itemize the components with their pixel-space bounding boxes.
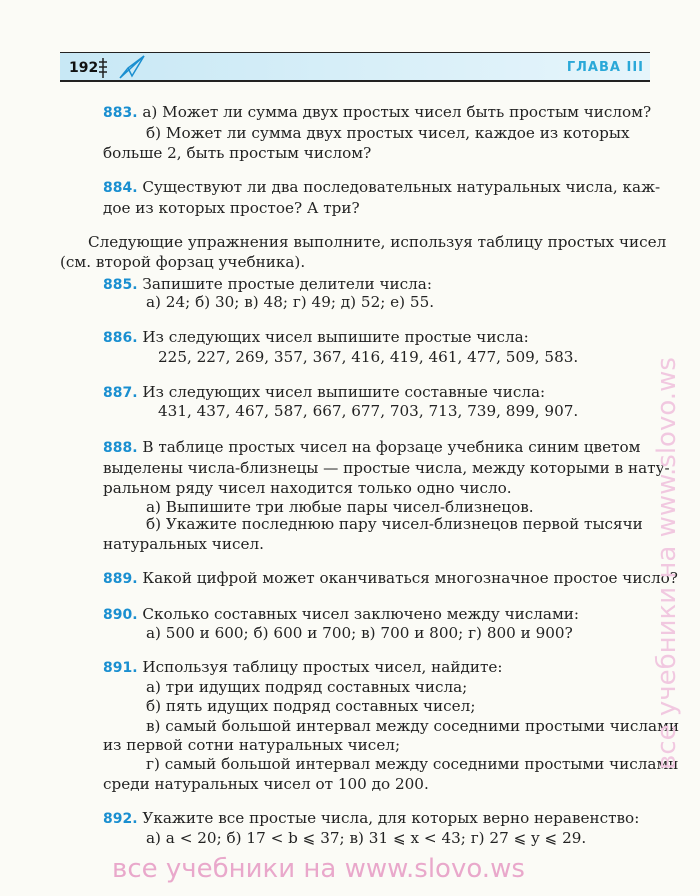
text-line bbox=[146, 123, 630, 143]
text-line bbox=[103, 458, 670, 478]
text-content: а) Может ли сумма двух простых чисел быть простым числом? bbox=[137, 103, 652, 121]
text-content: Какой цифрой может оканчиваться многозначное простое число? bbox=[137, 569, 678, 587]
text-content: выделены числа-близнецы — простые числа, между которыми в нату- bbox=[103, 459, 670, 477]
text-line bbox=[103, 657, 502, 678]
text-line bbox=[103, 102, 651, 123]
text-line bbox=[146, 292, 434, 312]
text-content: Из следующих чисел выпишите простые числа: bbox=[137, 328, 529, 346]
exercise-number: 884. bbox=[103, 180, 138, 196]
text-line bbox=[103, 143, 371, 163]
page-header bbox=[60, 52, 650, 82]
watermark-side: все учебники на www.slovo.ws bbox=[652, 357, 682, 770]
text-line bbox=[103, 382, 545, 403]
text-content: а) три идущих подряд составных числа; bbox=[146, 678, 468, 696]
text-content: а) 24; б) 30; в) 48; г) 49; д) 52; е) 55. bbox=[146, 293, 435, 311]
text-content: Следующие упражнения выполните, используя таблицу простых чисел bbox=[88, 233, 667, 251]
text-line bbox=[103, 327, 529, 348]
text-line bbox=[146, 754, 678, 774]
text-line bbox=[158, 401, 578, 421]
text-line bbox=[146, 696, 475, 716]
text-content: дое из которых простое? А три? bbox=[103, 199, 360, 217]
text-line bbox=[103, 177, 660, 198]
chapter-title: ГЛАВА III bbox=[566, 60, 644, 75]
text-content: г) самый большой интервал между соседними простыми числами bbox=[146, 755, 679, 773]
exercise-number: 885. bbox=[103, 277, 138, 293]
text-content: Запишите простые делители числа: bbox=[137, 275, 432, 293]
text-line bbox=[103, 604, 579, 625]
text-content: Укажите все простые числа, для которых верно неравенство: bbox=[137, 809, 640, 827]
text-content: Из следующих чисел выпишите составные числа: bbox=[137, 383, 546, 401]
paper-plane-icon bbox=[118, 54, 146, 80]
text-line bbox=[146, 623, 573, 643]
text-content: б) Укажите последнюю пару чисел-близнецов первой тысячи bbox=[146, 515, 643, 533]
text-content: а) Выпишите три любые пары чисел-близнецов. bbox=[146, 498, 534, 516]
text-line bbox=[103, 808, 639, 829]
text-line bbox=[103, 534, 264, 554]
text-content: Используя таблицу простых чисел, найдите: bbox=[137, 658, 503, 676]
text-content: из первой сотни натуральных чисел; bbox=[103, 736, 401, 754]
text-content: 225, 227, 269, 357, 367, 416, 419, 461, 477, 509, 583. bbox=[158, 348, 579, 366]
text-line bbox=[103, 478, 512, 498]
text-content: В таблице простых чисел на форзаце учебника синим цветом bbox=[137, 438, 641, 456]
text-content: а) 500 и 600; б) 600 и 700; в) 700 и 800; г) 800 и 900? bbox=[146, 624, 573, 642]
text-line bbox=[146, 677, 467, 697]
text-line bbox=[103, 735, 400, 755]
text-line bbox=[103, 198, 360, 218]
watermark-bottom: все учебники на www.slovo.ws bbox=[112, 854, 525, 884]
text-line bbox=[88, 232, 666, 252]
text-content: Существуют ли два последовательных натуральных числа, каж- bbox=[137, 178, 661, 196]
page-number: 192 bbox=[69, 60, 99, 76]
text-line bbox=[103, 568, 678, 589]
text-line bbox=[103, 437, 640, 458]
text-line bbox=[146, 716, 679, 736]
text-line bbox=[158, 347, 578, 367]
text-content: среди натуральных чисел от 100 до 200. bbox=[103, 775, 429, 793]
text-line bbox=[146, 514, 643, 534]
exercise-number: 891. bbox=[103, 660, 138, 676]
text-content: в) самый большой интервал между соседними простыми числами bbox=[146, 717, 680, 735]
text-content: б) Может ли сумма двух простых чисел, каждое из которых bbox=[146, 124, 630, 142]
text-content: а) a < 20; б) 17 < b ⩽ 37; в) 31 ⩽ x < 43; г) 27 ⩽ y ⩽ 29. bbox=[146, 829, 587, 847]
exercise-number: 892. bbox=[103, 811, 138, 827]
exercise-number: 890. bbox=[103, 607, 138, 623]
text-line bbox=[60, 252, 305, 272]
text-line bbox=[103, 774, 429, 794]
text-content: натуральных чисел. bbox=[103, 535, 264, 553]
exercise-number: 887. bbox=[103, 385, 138, 401]
ruler-ticks-icon bbox=[98, 58, 108, 78]
text-content: (см. второй форзац учебника). bbox=[60, 253, 306, 271]
text-content: больше 2, быть простым числом? bbox=[103, 144, 372, 162]
exercise-number: 888. bbox=[103, 440, 138, 456]
exercise-number: 883. bbox=[103, 105, 138, 121]
header-bar bbox=[60, 53, 650, 82]
text-content: ральном ряду чисел находится только одно число. bbox=[103, 479, 512, 497]
text-content: 431, 437, 467, 587, 667, 677, 703, 713, 739, 899, 907. bbox=[158, 402, 579, 420]
text-line bbox=[146, 828, 586, 848]
text-content: б) пять идущих подряд составных чисел; bbox=[146, 697, 476, 715]
exercise-number: 886. bbox=[103, 330, 138, 346]
exercise-number: 889. bbox=[103, 571, 138, 587]
text-content: Сколько составных чисел заключено между числами: bbox=[137, 605, 580, 623]
